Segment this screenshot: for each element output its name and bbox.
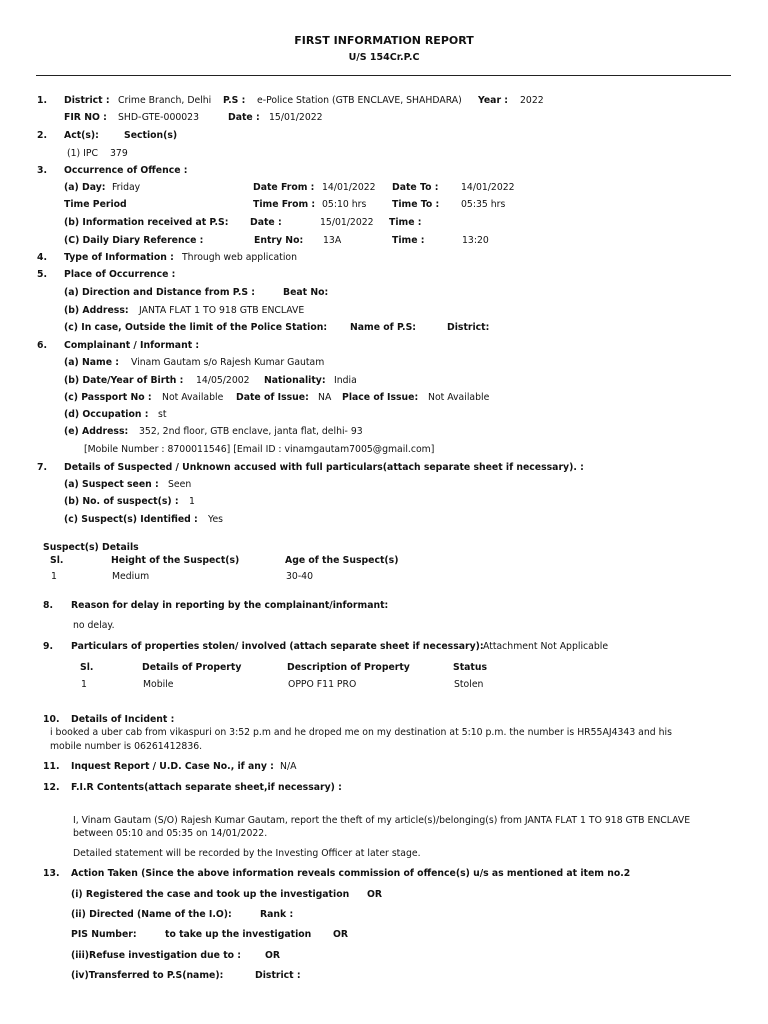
fir-contents-title: F.I.R Contents(attach separate sheet,if necessary) : <box>71 782 342 793</box>
fir-contents-line: I, Vinam Gautam (S/O) Rajesh Kumar Gautam, report the theft of my article(s)/belonging(s) from JANTA FLAT 1 TO 918 GTB ENCLAVE <box>73 815 691 826</box>
table-cell: Medium <box>112 571 150 582</box>
info-date-value: 15/01/2022 <box>320 217 374 228</box>
item-number: 7. <box>37 462 48 473</box>
table-cell: 1 <box>51 571 57 582</box>
place-title: Place of Occurrence : <box>64 269 176 280</box>
transferred-district-label: District : <box>255 970 301 981</box>
info-date-label: Date : <box>250 217 282 228</box>
occupation-value: st <box>158 409 167 420</box>
transferred-label: (iv)Transferred to P.S(name): <box>71 970 224 981</box>
diary-label: (C) Daily Diary Reference : <box>64 235 204 246</box>
district-label: District : <box>64 95 110 106</box>
inquest-label: Inquest Report / U.D. Case No., if any : <box>71 761 274 772</box>
or-label: OR <box>333 929 349 940</box>
diary-time-label: Time : <box>392 235 425 246</box>
table-cell: Stolen <box>454 679 484 690</box>
delay-title: Reason for delay in reporting by the complainant/informant: <box>71 600 389 611</box>
nationality-label: Nationality: <box>264 375 326 386</box>
ps-label: P.S : <box>223 95 246 106</box>
time-from-value: 05:10 hrs <box>322 199 367 210</box>
name-label: (a) Name : <box>64 357 120 368</box>
properties-value: Attachment Not Applicable <box>483 641 609 652</box>
contact-details: [Mobile Number : 8700011546] [Email ID : vinamgautam7005@gmail.com] <box>84 444 435 455</box>
action-taken-title: Action Taken (Since the above information reveals commission of offence(s) u/s as mentioned at item no.2 <box>71 868 631 879</box>
outside-limit-label: (c) In case, Outside the limit of the Police Station: <box>64 322 328 333</box>
dob-label: (b) Date/Year of Birth : <box>64 375 184 386</box>
or-label: OR <box>367 889 383 900</box>
info-type-value: Through web application <box>182 252 297 263</box>
issue-place-label: Place of Issue: <box>342 392 419 403</box>
passport-label: (c) Passport No : <box>64 392 152 403</box>
date-label: Date : <box>228 112 260 123</box>
complainant-address-value: 352, 2nd floor, GTB enclave, janta flat, delhi- 93 <box>139 426 363 437</box>
table-header-cell: Sl. <box>50 555 64 566</box>
suspect-seen-value: Seen <box>168 479 192 490</box>
date-from-value: 14/01/2022 <box>322 182 376 193</box>
page-subtitle: U/S 154Cr.P.C <box>348 52 420 63</box>
table-cell: 1 <box>81 679 87 690</box>
item-number: 10. <box>43 714 60 725</box>
item-number: 8. <box>43 600 54 611</box>
header-divider <box>36 75 731 76</box>
issue-date-value: NA <box>318 392 332 403</box>
suspect-seen-label: (a) Suspect seen : <box>64 479 159 490</box>
year-label: Year : <box>478 95 508 106</box>
item-number: 6. <box>37 340 48 351</box>
properties-title: Particulars of properties stolen/ involved (attach separate sheet if necessary): <box>71 641 484 652</box>
fir-label: FIR NO : <box>64 112 107 123</box>
complainant-address-label: (e) Address: <box>64 426 129 437</box>
day-label: (a) Day: <box>64 182 106 193</box>
registered-label: (i) Registered the case and took up the investigation <box>71 889 350 900</box>
beat-label: Beat No: <box>283 287 329 298</box>
issue-place-value: Not Available <box>428 392 490 403</box>
table-cell: 30-40 <box>286 571 314 582</box>
info-received-label: (b) Information received at P.S: <box>64 217 229 228</box>
table-header-cell: Status <box>453 662 488 673</box>
item-number: 12. <box>43 782 60 793</box>
time-to-value: 05:35 hrs <box>461 199 506 210</box>
directed-label: (ii) Directed (Name of the I.O): <box>71 909 232 920</box>
suspect-count-value: 1 <box>189 496 195 507</box>
nationality-value: India <box>334 375 357 386</box>
or-label: OR <box>265 950 281 961</box>
date-value: 15/01/2022 <box>269 112 323 123</box>
suspected-title: Details of Suspected / Unknown accused with full particulars(attach separate sheet if necessary). : <box>64 462 584 473</box>
sections-label: Section(s) <box>124 130 178 141</box>
table-header-cell: Description of Property <box>287 662 410 673</box>
table-cell: OPPO F11 PRO <box>288 679 357 690</box>
fir-contents-line: Detailed statement will be recorded by the Investing Officer at later stage. <box>73 848 421 859</box>
table-header-cell: Height of the Suspect(s) <box>111 555 240 566</box>
item-number: 2. <box>37 130 48 141</box>
ps-name-label: Name of P.S: <box>350 322 417 333</box>
suspect-identified-value: Yes <box>208 514 224 525</box>
time-period-label: Time Period <box>64 199 127 210</box>
name-value: Vinam Gautam s/o Rajesh Kumar Gautam <box>131 357 325 368</box>
suspects-title: Suspect(s) Details <box>43 542 139 553</box>
date-to-label: Date To : <box>392 182 439 193</box>
date-from-label: Date From : <box>253 182 315 193</box>
info-type-label: Type of Information : <box>64 252 174 263</box>
info-time-label: Time : <box>389 217 422 228</box>
suspect-count-label: (b) No. of suspect(s) : <box>64 496 179 507</box>
item-number: 5. <box>37 269 48 280</box>
table-cell: Mobile <box>143 679 174 690</box>
item-number: 13. <box>43 868 60 879</box>
direction-label: (a) Direction and Distance from P.S : <box>64 287 256 298</box>
time-to-label: Time To : <box>392 199 440 210</box>
day-value: Friday <box>112 182 141 193</box>
act-value: (1) IPC <box>67 148 98 159</box>
entry-value: 13A <box>323 235 342 246</box>
dob-value: 14/05/2002 <box>196 375 250 386</box>
pis-text: to take up the investigation <box>165 929 312 940</box>
diary-time-value: 13:20 <box>462 235 489 246</box>
pis-label: PIS Number: <box>71 929 137 940</box>
item-number: 9. <box>43 641 54 652</box>
fir-contents-line: between 05:10 and 05:35 on 14/01/2022. <box>73 828 268 839</box>
place-district-label: District: <box>447 322 490 333</box>
item-number: 1. <box>37 95 48 106</box>
incident-title: Details of Incident : <box>71 714 175 725</box>
rank-label: Rank : <box>260 909 294 920</box>
table-header-cell: Age of the Suspect(s) <box>285 555 399 566</box>
time-from-label: Time From : <box>253 199 316 210</box>
passport-value: Not Available <box>162 392 224 403</box>
page-title: FIRST INFORMATION REPORT <box>294 34 474 47</box>
refuse-label: (iii)Refuse investigation due to : <box>71 950 241 961</box>
complainant-title: Complainant / Informant : <box>64 340 200 351</box>
fir-value: SHD-GTE-000023 <box>118 112 200 123</box>
item-number: 3. <box>37 165 48 176</box>
table-header-cell: Details of Property <box>142 662 242 673</box>
occupation-label: (d) Occupation : <box>64 409 149 420</box>
district-value: Crime Branch, Delhi <box>118 95 212 106</box>
place-address-value: JANTA FLAT 1 TO 918 GTB ENCLAVE <box>139 305 305 316</box>
ps-value: e-Police Station (GTB ENCLAVE, SHAHDARA) <box>257 95 462 106</box>
delay-value: no delay. <box>73 620 115 631</box>
incident-line: i booked a uber cab from vikaspuri on 3:52 p.m and he droped me on my destination at 5:10 p.m. the number is HR55AJ4343 and his <box>50 727 672 738</box>
entry-label: Entry No: <box>254 235 304 246</box>
acts-label: Act(s): <box>64 130 99 141</box>
item-number: 4. <box>37 252 48 263</box>
item-number: 11. <box>43 761 60 772</box>
section-value: 379 <box>110 148 128 159</box>
inquest-value: N/A <box>280 761 297 772</box>
incident-line: mobile number is 06261412836. <box>50 741 203 752</box>
place-address-label: (b) Address: <box>64 305 129 316</box>
issue-date-label: Date of Issue: <box>236 392 309 403</box>
date-to-value: 14/01/2022 <box>461 182 515 193</box>
suspect-identified-label: (c) Suspect(s) Identified : <box>64 514 198 525</box>
table-header-cell: Sl. <box>80 662 94 673</box>
occurrence-title: Occurrence of Offence : <box>64 165 188 176</box>
year-value: 2022 <box>520 95 544 106</box>
